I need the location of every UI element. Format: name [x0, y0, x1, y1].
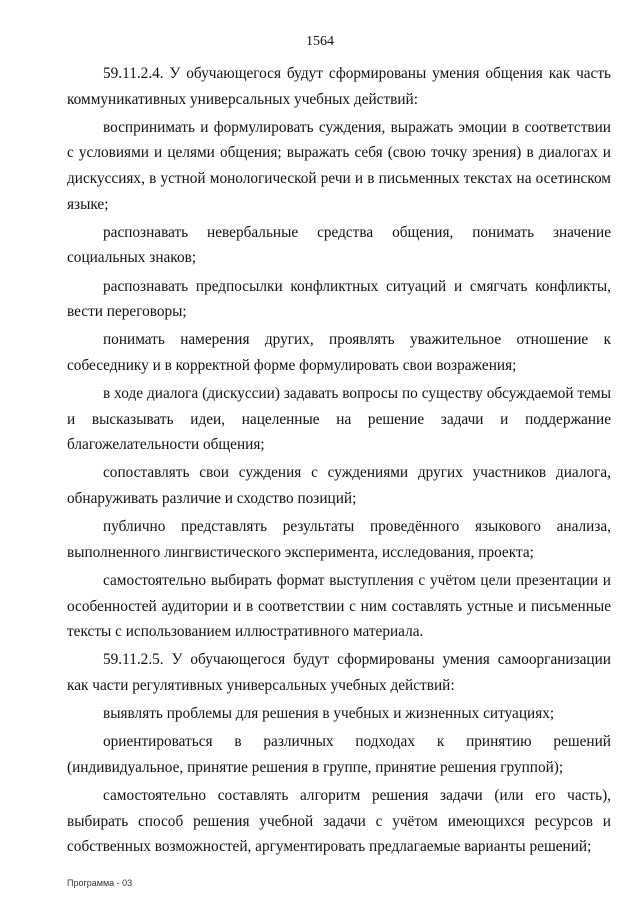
body-text — [67, 61, 611, 863]
paragraph-dialogue-questions: в ходе диалога (дискуссии) задавать вопросы по существу обсуждаемой темы и высказывать идеи, нацеленные на решение задачи и поддержание благожелательности общения; — [67, 385, 611, 454]
paragraph-identify-problems: выявлять проблемы для решения в учебных и жизненных ситуациях; — [103, 705, 555, 723]
paragraph-understand-intentions: понимать намерения других, проявлять уважительное отношение к собеседнику и в корректной форме формулировать свои возражения; — [67, 331, 611, 374]
paragraph-express-judgements: воспринимать и формулировать суждения, выражать эмоции в соответствии с условиями и целями общения; выражать себя (свою точку зрения) в диалогах и дискуссиях, в устной монологической речи и в письменных текстах на осетинском языке; — [67, 118, 611, 213]
paragraph-section-59-11-2-4-heading: 59.11.2.4. У обучающегося будут сформированы умения общения как часть коммуникативных универсальных учебных действий: — [67, 65, 611, 108]
paragraph-solution-algorithm: самостоятельно составлять алгоритм решения задачи (или его часть), выбирать способ решения учебной задачи с учётом имеющихся ресурсов и собственных возможностей, аргументировать предлагаемые варианты решений; — [67, 787, 611, 856]
paragraph-presentation-format: самостоятельно выбирать формат выступления с учётом цели презентации и особенностей аудитории и в соответствии с ним составлять устные и письменные тексты с использованием иллюстративного материала. — [67, 572, 611, 641]
paragraph-compare-judgements: сопоставлять свои суждения с суждениями других участников диалога, обнаруживать различие и сходство позиций; — [67, 464, 611, 508]
page-number: 1564 — [306, 34, 334, 49]
paragraph-present-results: публично представлять результаты проведённого языкового анализа, выполненного лингвистического эксперимента, исследования, проекта; — [67, 518, 611, 561]
paragraph-section-59-11-2-5-heading: 59.11.2.5. У обучающегося будут сформированы умения самоорганизации как части регулятивных универсальных учебных действий: — [67, 651, 611, 694]
paragraph-decision-approaches: ориентироваться в различных подходах к принятию решений (индивидуальное, принятие решения в группе, принятие решения группой); — [67, 733, 611, 776]
paragraph-nonverbal-communication: распознавать невербальные средства общения, понимать значение социальных знаков; — [67, 223, 611, 267]
footer-program-label: Программа - 03 — [67, 878, 133, 888]
paragraph-conflict-resolution: распознавать предпосылки конфликтных ситуаций и смягчать конфликты, вести переговоры; — [67, 277, 611, 321]
